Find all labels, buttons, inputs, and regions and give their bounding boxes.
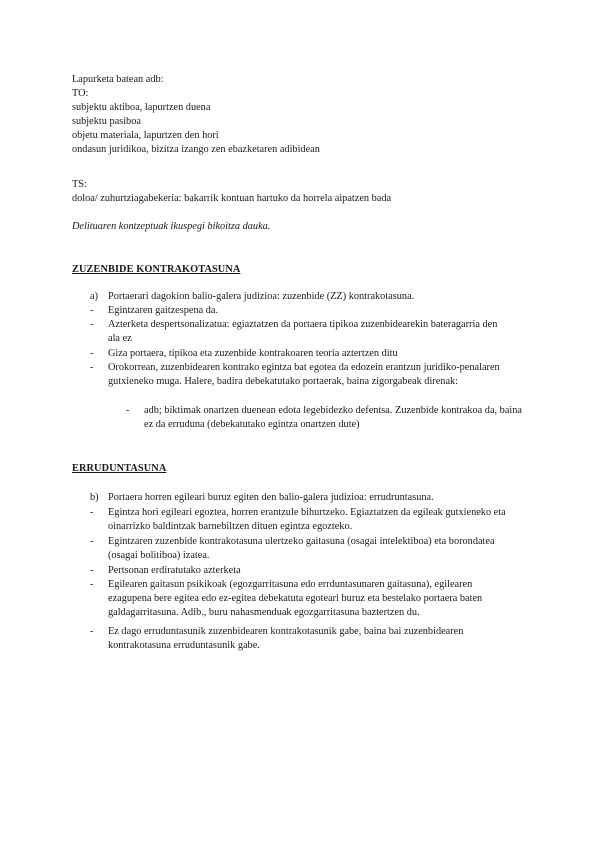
intro-line: TO: <box>72 88 89 99</box>
list-item-text: Azterketa despertsonalizatua: egiaztatzen da portaera tipikoa zuzenbidearekin bateragarria den ala ez <box>108 319 498 345</box>
list-marker: - <box>90 579 94 590</box>
list-item-text: Orokorrean, zuzenbidearen kontrako egintza bat egotea da edozein erantzun juridiko-penalaren gutxieneko muga. Halere, badira debekatutako portaerak, baina zigorgabeak direnak: <box>108 362 500 388</box>
list-item-text: Egintza hori egileari egoztea, horren erantzule bihurtzeko. Egiaztatzen da egileak gutxieneko eta oinarrizko baldintzak barnebiltzen dituen egintza egozteko. <box>108 507 506 533</box>
list-item-text: Egilearen gaitasun psikikoak (egozgarritasuna edo errduntasunaren gaitasuna), egilearen ezagupena bere egitea edo ez-egitea debekatuta egoteari buruz eta bestelako portaera baten galdagarritasuna. Adib., buru nahasmenduak egozgarritasuna baztertzen du. <box>108 579 483 619</box>
list-item-text: adb; biktimak onartzen duenean edota legebidezko defentsa. Zuzenbide kontrakoa da, baina ez da erruduna (debekatutako egintza onartzen dute) <box>144 405 522 431</box>
list-marker: - <box>90 348 94 359</box>
list-item-text: Pertsonan erdiratutako azterketa <box>108 565 241 576</box>
list-item-text: Ez dago erruduntasunik zuzenbidearen kontrakotasunik gabe, baina bai zuzenbidearen kontrakotasuna erruduntasunik gabe. <box>108 626 464 652</box>
intro-line: subjektu pasiboa <box>72 116 141 127</box>
italic-note: Delituaren kontzeptuak ikuspegi bikoitza dauka. <box>72 221 271 232</box>
list-item <box>90 318 510 346</box>
intro-line: ondasun juridikoa, bizitza izango zen ebazketaren adibidean <box>72 144 320 155</box>
list-item-text: Portaerari dagokion balio-galera judizioa: zuzenbide (ZZ) kontrakotasuna. <box>108 291 415 302</box>
section-heading: ZUZENBIDE KONTRAKOTASUNA <box>72 264 241 275</box>
intro-line: objetu materiala, lapurtzen den hori <box>72 130 219 141</box>
list-item <box>90 578 510 621</box>
list-marker: b) <box>90 492 99 503</box>
list-item-text: Egintzaren gaitzespena da. <box>108 305 219 316</box>
list-marker: a) <box>90 291 98 302</box>
list-marker: - <box>90 565 94 576</box>
intro-line: Lapurketa batean adb: <box>72 74 164 85</box>
list-item <box>90 506 510 534</box>
list-marker: - <box>90 319 94 330</box>
section-heading: ERRUDUNTASUNA <box>72 463 167 474</box>
list-item <box>90 625 510 653</box>
list-marker: - <box>126 405 130 416</box>
list-item <box>90 361 510 389</box>
list-marker: - <box>90 507 94 518</box>
list-item <box>90 491 510 505</box>
list-item <box>90 564 510 578</box>
list-item <box>90 304 510 318</box>
list-marker: - <box>90 305 94 316</box>
list-marker: - <box>90 536 94 547</box>
list-item-text: Egintzaren zuzenbide kontrakotasuna ulertzeko gaitasuna (osagai intelektiboa) eta borondatea (osagai bolitiboa) izatea. <box>108 536 495 562</box>
ts-text: doloa/ zuhurtziagabekeria: bakarrik kontuan hartuko da horrela aipatzen bada <box>72 193 392 204</box>
list-item-text: Giza portaera, tipikoa eta zuzenbide kontrakoaren teoria aztertzen ditu <box>108 348 398 359</box>
list-marker: - <box>90 626 94 637</box>
sub-list-item <box>126 404 526 432</box>
list-item <box>90 290 510 304</box>
list-marker: - <box>90 362 94 373</box>
intro-line: subjektu aktiboa, lapurtzen duena <box>72 102 211 113</box>
ts-label: TS: <box>72 179 87 190</box>
list-item <box>90 535 510 563</box>
list-item <box>90 347 510 361</box>
list-item-text: Portaera horren egileari buruz egiten den balio-galera judizioa: errudruntasuna. <box>108 492 434 503</box>
